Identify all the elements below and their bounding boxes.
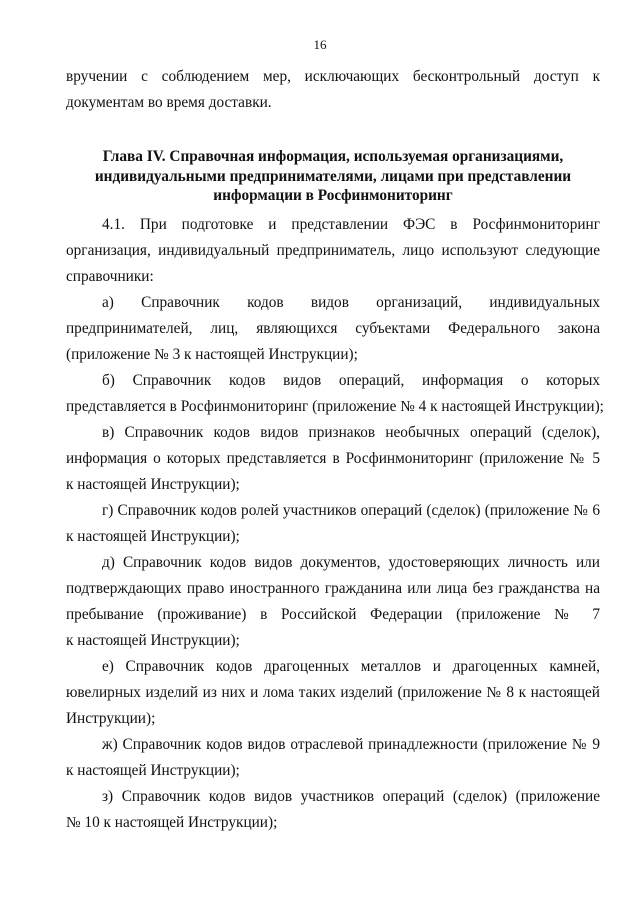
text-line: к настоящей Инструкции); [66,632,240,649]
text-line: пребывание (проживание) в Российской Федерации (приложение № 7 [66,606,600,623]
text-line: б) Справочник кодов видов операций, информация о которых [102,372,600,389]
text-line: г) Справочник кодов ролей участников операций (сделок) (приложение № 6 [102,502,600,519]
list-item-zh [66,732,600,784]
text-line: № 10 к настоящей Инструкции); [66,814,278,831]
heading-line: индивидуальными предпринимателями, лицами при представлении [94,167,572,185]
list-item-e [66,654,600,732]
list-item-z [66,784,600,836]
list-item-d [66,550,600,654]
text-line: представляется в Росфинмониторинг (приложение № 4 к настоящей Инструкции); [66,398,604,415]
text-line: предпринимателей, лиц, являющихся субъектами Федерального закона [66,320,600,337]
text-line: информация о которых представляется в Росфинмониторинг (приложение № 5 [66,450,600,467]
heading-line: информации в Росфинмониторинг [213,187,453,204]
text-line: подтверждающих право иностранного гражданина или лица без гражданства на [66,580,600,597]
list-item-g [66,498,600,550]
chapter-heading [66,147,600,206]
text-line: Инструкции); [66,710,156,727]
text-line: д) Справочник кодов видов документов, удостоверяющих личность или [102,554,600,571]
text-line: к настоящей Инструкции); [66,476,240,493]
text-line: ж) Справочник кодов видов отраслевой принадлежности (приложение № 9 [102,736,600,753]
page-number: 16 [313,37,327,52]
list-item-b [66,368,604,420]
text-line: ювелирных изделий из них и лома таких изделий (приложение № 8 к настоящей [66,684,600,701]
paragraph-4-1 [66,212,600,290]
text-line: организация, индивидуальный предприниматель, лицо используют следующие [66,242,600,259]
text-line: документам во время доставки. [66,94,272,111]
text-line: е) Справочник кодов драгоценных металлов и драгоценных камней, [102,658,600,675]
text-line: вручении с соблюдением мер, исключающих бесконтрольный доступ к [66,68,600,85]
text-line: к настоящей Инструкции); [66,762,240,779]
text-line: 4.1. При подготовке и представлении ФЭС в Росфинмониторинг [102,216,600,233]
text-line: в) Справочник кодов видов признаков необычных операций (сделок), [102,424,600,441]
heading-line: Глава IV. Справочная информация, используемая организациями, [102,148,564,165]
text-line: (приложение № 3 к настоящей Инструкции); [66,346,358,363]
list-item-a [66,290,600,368]
text-line: к настоящей Инструкции); [66,528,240,545]
text-line: а) Справочник кодов видов организаций, индивидуальных [102,294,600,311]
text-line: справочники: [66,268,154,285]
text-line: з) Справочник кодов видов участников операций (сделок) (приложение [102,788,600,805]
list-item-v [66,420,600,498]
intro-paragraph [66,64,600,116]
